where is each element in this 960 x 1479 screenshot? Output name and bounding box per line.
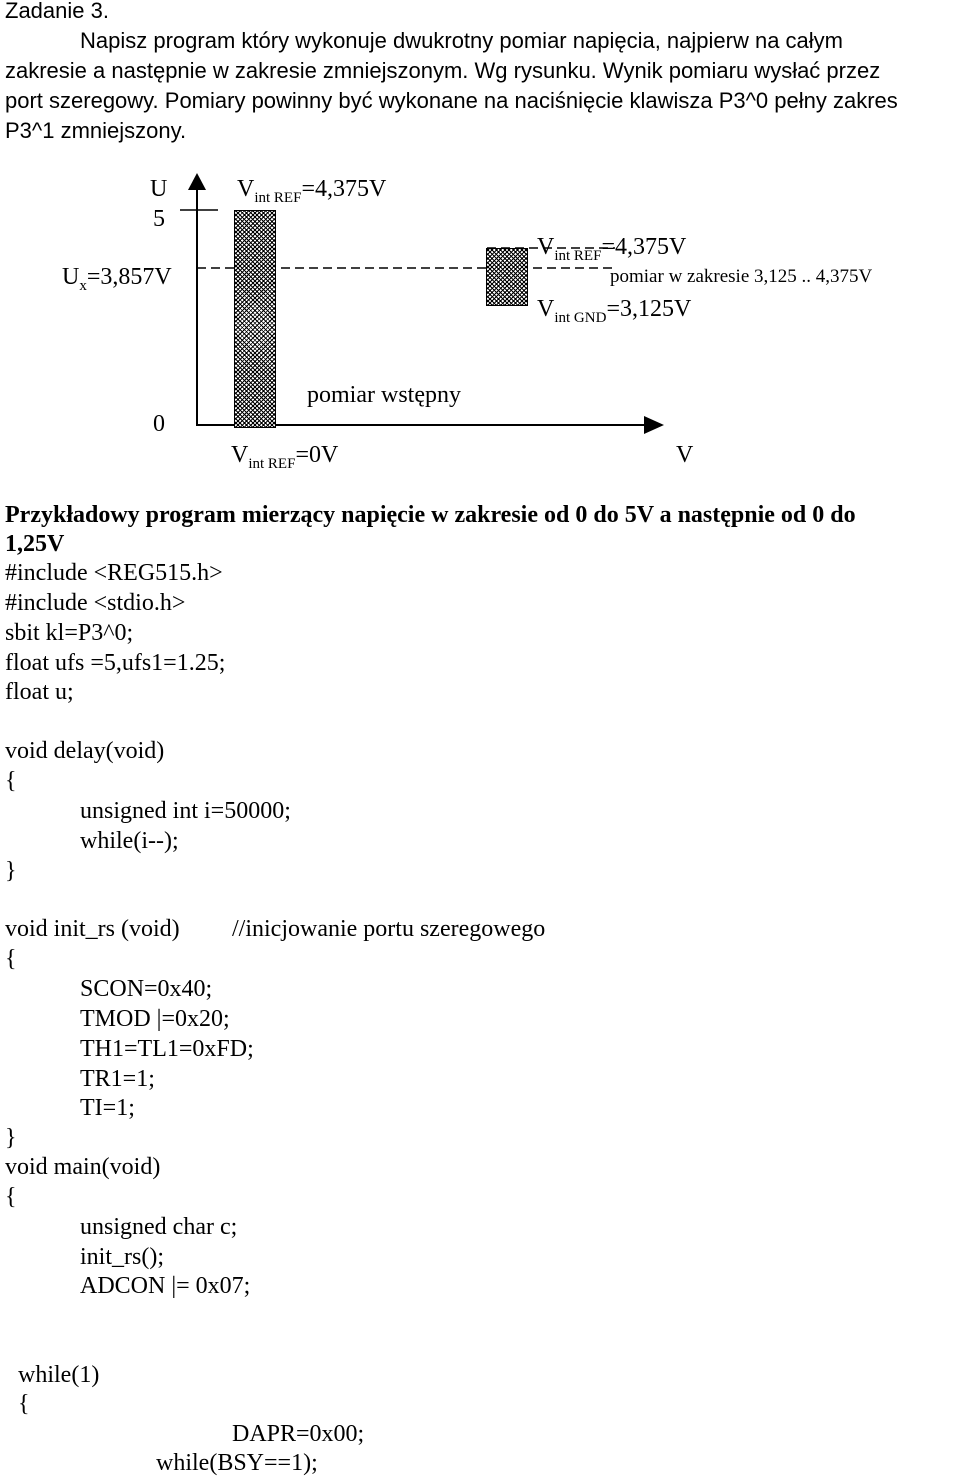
code-line: unsigned int i=50000;	[80, 798, 291, 824]
code-line: ADCON |= 0x07;	[80, 1273, 251, 1299]
code-line: TH1=TL1=0xFD;	[80, 1036, 254, 1062]
code-line: TMOD |=0x20;	[80, 1006, 230, 1032]
code-comment: //inicjowanie portu szeregowego	[232, 916, 546, 942]
task-text-line-2: zakresie a następnie w zakresie zmniejszonym. Wg rysunku. Wynik pomiaru wysłać przez	[5, 58, 881, 83]
range-label: pomiar w zakresie 3,125 .. 4,375V	[610, 266, 873, 287]
code-line: {	[5, 1184, 17, 1210]
diagram-lines	[0, 0, 960, 480]
code-line: while(i--);	[80, 828, 179, 854]
horizontal-axis-arrow	[644, 416, 664, 434]
code-line: void main(void)	[5, 1154, 161, 1180]
code-line: }	[5, 1125, 17, 1151]
vref-top-label: $V_{int REF}=4,375V$	[237, 176, 387, 206]
vref-right-label: $V_{int REF}=4,375V$	[537, 234, 687, 264]
code-line: while(BSY==1);	[156, 1450, 318, 1476]
vertical-axis-arrow	[188, 173, 206, 190]
code-line: {	[18, 1391, 30, 1417]
code-line: SCON=0x40;	[80, 976, 213, 1002]
task-text-line-3: port szeregowy. Pomiary powinny być wykonane na naciśnięcie klawisza P3^0 pełny zakres	[5, 88, 898, 113]
code-line: DAPR=0x00;	[232, 1421, 365, 1447]
task-title: Zadanie 3.	[5, 0, 109, 23]
code-line: init_rs();	[80, 1244, 164, 1270]
ux-label: $U_x=3,857V$	[62, 264, 172, 294]
task-text-line-4: P3^1 zmniejszony.	[5, 118, 187, 143]
code-line: void init_rs (void)	[5, 916, 180, 942]
axis-v-label: V	[676, 442, 694, 468]
code-line: TR1=1;	[80, 1066, 155, 1092]
code-line: void delay(void)	[5, 738, 165, 764]
program-heading-line-2: 1,25V	[5, 531, 65, 557]
code-line: while(1)	[18, 1362, 100, 1388]
code-line: float ufs =5,ufs1=1.25;	[5, 650, 226, 676]
tick-0-label: 0	[153, 411, 165, 437]
program-heading-line-1: Przykładowy program mierzący napięcie w zakresie od 0 do 5V a następnie od 0 do	[5, 502, 856, 528]
axis-u-label: U	[150, 176, 168, 202]
task-text-line-1: Napisz program który wykonuje dwukrotny pomiar napięcia, najpierw na całym	[80, 28, 843, 53]
vref-bottom-label: $V_{int REF}=0V$	[231, 442, 339, 472]
tick-5-label: 5	[153, 206, 165, 232]
code-line: TI=1;	[80, 1095, 135, 1121]
code-line: #include <stdio.h>	[5, 590, 186, 616]
code-line: #include <REG515.h>	[5, 560, 223, 586]
code-line: unsigned char c;	[80, 1214, 238, 1240]
vgnd-label: $V_{int GND}=3,125V$	[537, 296, 692, 326]
reduced-range-bar	[486, 248, 528, 306]
code-line: sbit kl=P3^0;	[5, 620, 134, 646]
code-line: float u;	[5, 679, 74, 705]
full-range-bar	[234, 210, 276, 428]
code-line: {	[5, 946, 17, 972]
code-line: }	[5, 858, 17, 884]
code-line: {	[5, 768, 17, 794]
initial-measurement-label: pomiar wstępny	[307, 382, 461, 408]
